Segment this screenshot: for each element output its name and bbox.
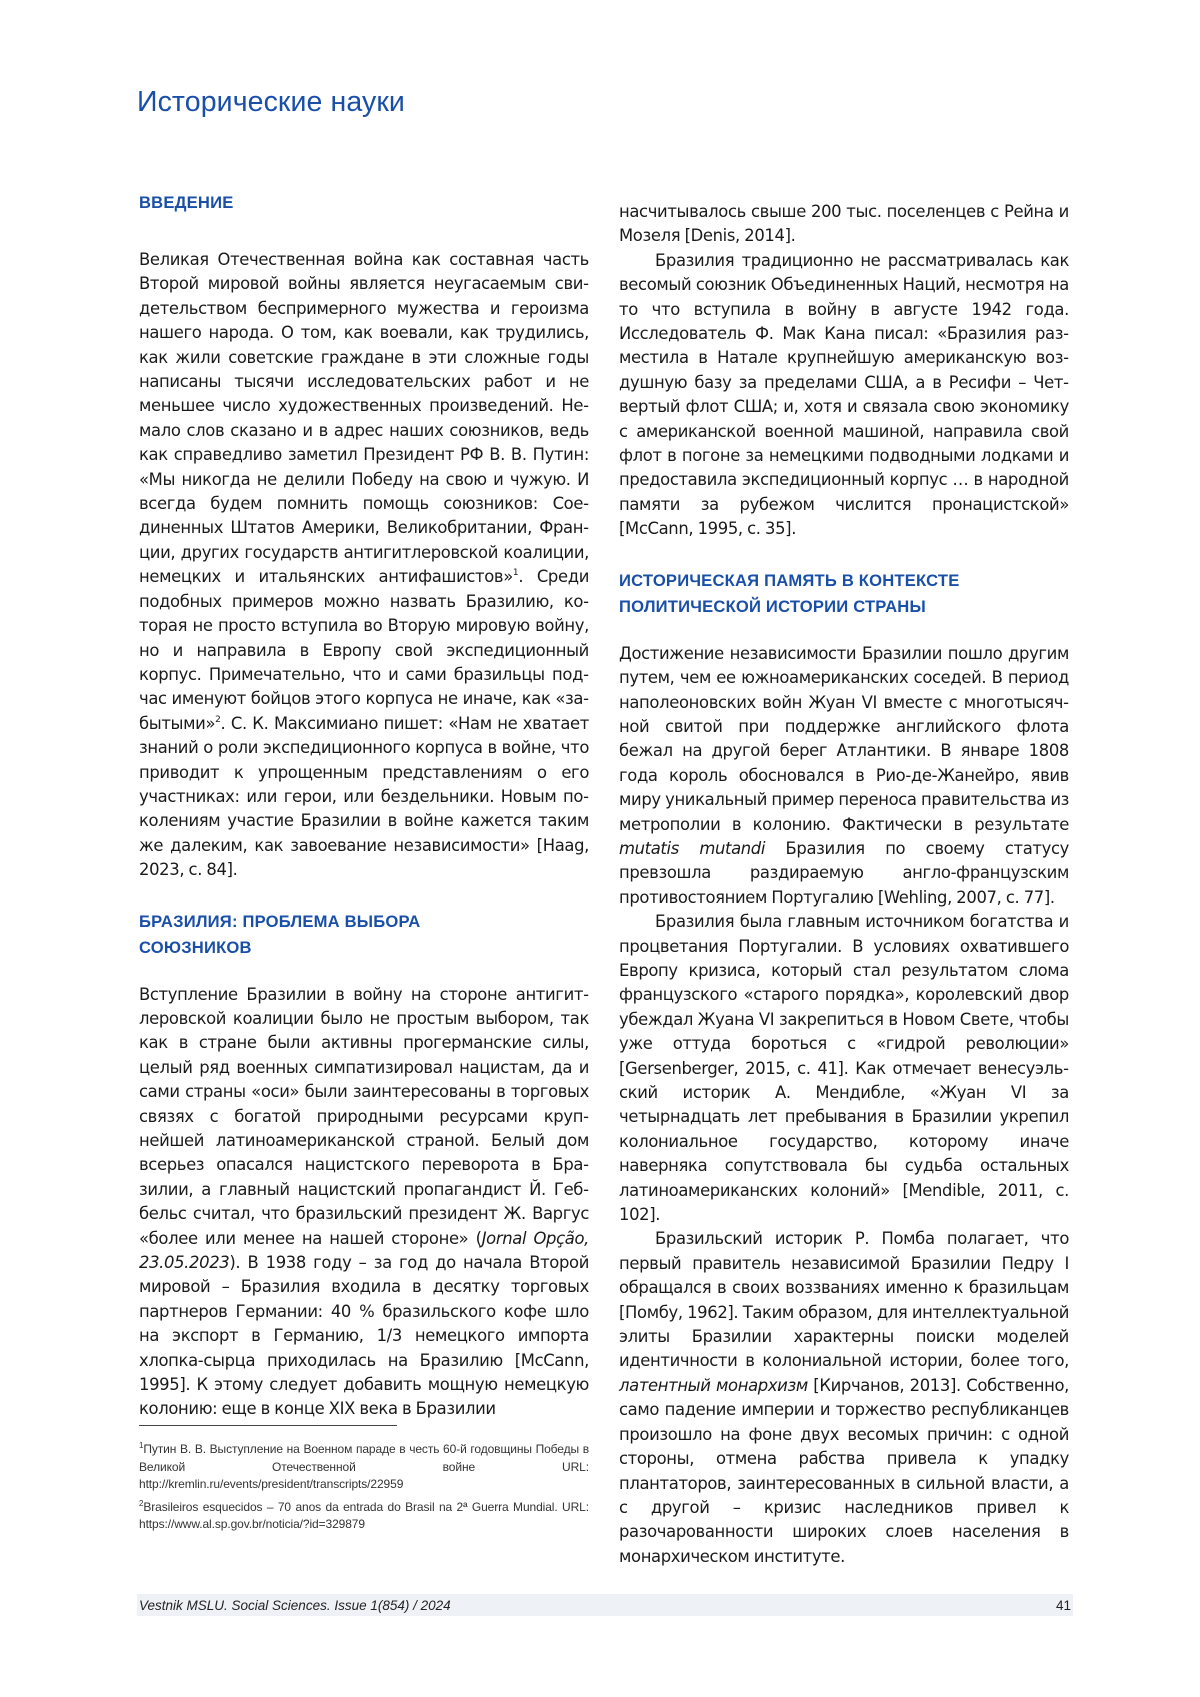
- footnote-2: $^2$Brasileiros esquecidos – 70 anos da entrada do Brasil na 2ª Guerra Mundial. URL: https://www.al.sp.gov.br/noticia/?id=329879: [139, 1498, 589, 1531]
- footnote-1: $^1$Путин В. В. Выступление на Военном параде в честь 60-й годовщины Победы в Великой Отечественной войне URL: http://kremlin.ru/events/president/transcripts/22959: [139, 1441, 589, 1491]
- footnote-ref-2[interactable]: 2: [215, 714, 221, 725]
- paragraph-allies: Вступление Бразилии в войну на стороне антигитлеровской коалиции было не простым выбором, так как в стране были активны прогерманские силы, целый ряд военных симпатизировал нацистам, да и сами страны «оси» были заинтересованы в торговых связях с богатой природными ресурсами крупнейшей латиноамериканской страной. Белый дом всерьез опасался нацистского переворота в Бразилии, а главный нацистский пропагандист Й. Геббельс считал, что бразильский президент Ж. Варгус «более или менее на нашей стороне» (Jornal Opção, 23.05.2023). В 1938 году – за год до начала Второй мировой – Бразилия входила в десятку торговых партнеров Германии: 40 % бразильского кофе шло на экспорт в Германию, 1/3 немецкого импорта хлопка-сырца приходилась на Бразилию [McCann, 1995]. К этому следует добавить мощную немецкую колонию: еще в конце XIX века в Бразилии: [139, 984, 589, 1419]
- section-title: Исторические науки: [137, 86, 405, 118]
- footnote-ref-1[interactable]: 1: [512, 568, 519, 579]
- footnotes: [139, 1441, 589, 1539]
- paragraph-weighty-ally: Бразилия традиционно не рассматривалась как весомый союзник Объединенных Наций, несмотря на то что вступила в войну в августе 1942 года. Исследователь Ф. Мак Кана писал: «Бразилия разместила в Натале крупнейшую американскую воздушную базу за пределами США, а в Ресифи – Четвертый флот США; и, хотя и связала свою экономику с американской военной машиной, направила свой флот в погоне за немецкими подводными лодками и предоставила экспедиционный корпус … в народной памяти за рубежом числится пронацистской» [McCann, 1995, с. 35].: [619, 250, 1069, 539]
- footnote-divider: [139, 1425, 397, 1426]
- paragraph-continuation: насчитывалось свыше 200 тыс. поселенцев с Рейна и Мозеля [Denis, 2014].: [619, 202, 1069, 246]
- left-column: [139, 190, 589, 1422]
- page-number: 41: [1055, 1597, 1071, 1613]
- source-citation: Jornal Opção, 23.05.2023: [139, 1228, 589, 1273]
- paragraph-pomba: Бразильский историк Р. Помба полагает, что первый правитель независимой Бразилии Педру I обращался в своих воззваниях именно к бразильцам [Помбу, 1962]. Таким образом, для интеллектуальной элиты Бразилии характерны поиски моделей идентичности в колониальной истории, более того, латентный монархизм [Кирчанов, 2013]. Собственно, само падение империи и торжество республиканцев произошло на фоне двух весомых причин: с одной стороны, отмена рабства привела к упадку плантаторов, заинтересованных в сильной власти, а с другой – кризис наследников привел к разочарованности широких слоев населения в монархическом институте.: [619, 1229, 1070, 1566]
- paragraph-wealth: Бразилия была главным источником богатства и процветания Португалии. В условиях охватившего Европу кризиса, который стал результатом слома французского «старого порядка», королевский двор убеждал Жуана VI закрепиться в Новом Свете, чтобы уже оттуда бороться с «гидрой революции» [Gersenberger, 2015, с. 41]. Как отмечает венесуэльский историк А. Мендибле, «Жуан VI за четырнадцать лет пребывания в Бразилии укрепил колониальное государство, которому иначе наверняка сопутствовала бы судьба остальных латиноамериканских колоний» [Mendible, 2011, с. 102].: [619, 912, 1069, 1225]
- page-footer: [137, 1594, 1073, 1616]
- heading-introduction: ВВЕДЕНИЕ: [139, 193, 234, 212]
- paragraph-introduction: Великая Отечественная война как составная часть Второй мировой войны является неугасаемым свидетельством беспримерного мужества и героизма нашего народа. О том, как воевали, как трудились, как жили советские граждане в эти сложные годы написаны тысячи исследовательских работ и не меньшее число художественных произведений. Немало слов сказано и в адрес наших союзников, ведь как справедливо заметил Президент РФ В. В. Путин: «Мы никогда не делили Победу на свою и чужую. И всегда будем помнить помощь союзников: Соединенных Штатов Америки, Великобритании, Франции, других государств антигитлеровской коалиции, немецких и итальянских антифашистов»$^1$. Среди подобных примеров можно назвать Бразилию, которая не просто вступила во Вторую мировую войну, но и направила в Европу свой экспедиционный корпус. Примечательно, что и сами бразильцы подчас именуют бойцов этого корпуса не иначе, как «забытыми»$^2$. С. К. Максимиано пишет: «Нам не хватает знаний о роли экспедиционного корпуса в войне, что приводит к упрощенным представлениям о его участниках: или герои, или бездельники. Новым поколениям участие Бразилии в войне кажется таким же далеким, как завоевание независимости» [Haag, 2023, с. 84].: [139, 250, 590, 880]
- heading-historical-memory: ИСТОРИЧЕСКАЯ ПАМЯТЬ В КОНТЕКСТЕ ПОЛИТИЧЕСКОЙ ИСТОРИИ СТРАНЫ: [619, 570, 960, 616]
- paragraph-independence: Достижение независимости Бразилии пошло другим путем, чем ее южноамериканских соседей. В период наполеоновских войн Жуан VI вместе с многотысячной свитой при поддержке английского флота бежал на другой берег Атлантики. В январе 1808 года король обосновался в Рио-де-Жанейро, явив миру уникальный пример переноса правительства из метрополии в колонию. Фактически в результате mutatis mutandi Бразилия по своему статусу превзошла раздираемую англо-французским противостоянием Португалию [Wehling, 2007, с. 77].: [619, 643, 1069, 907]
- right-column: [619, 200, 1069, 1569]
- journal-title: Vestnik MSLU. Social Sciences. Issue 1(854) / 2024: [139, 1597, 451, 1613]
- heading-choice-of-allies: БРАЗИЛИЯ: ПРОБЛЕМА ВЫБОРА СОЮЗНИКОВ: [139, 911, 421, 957]
